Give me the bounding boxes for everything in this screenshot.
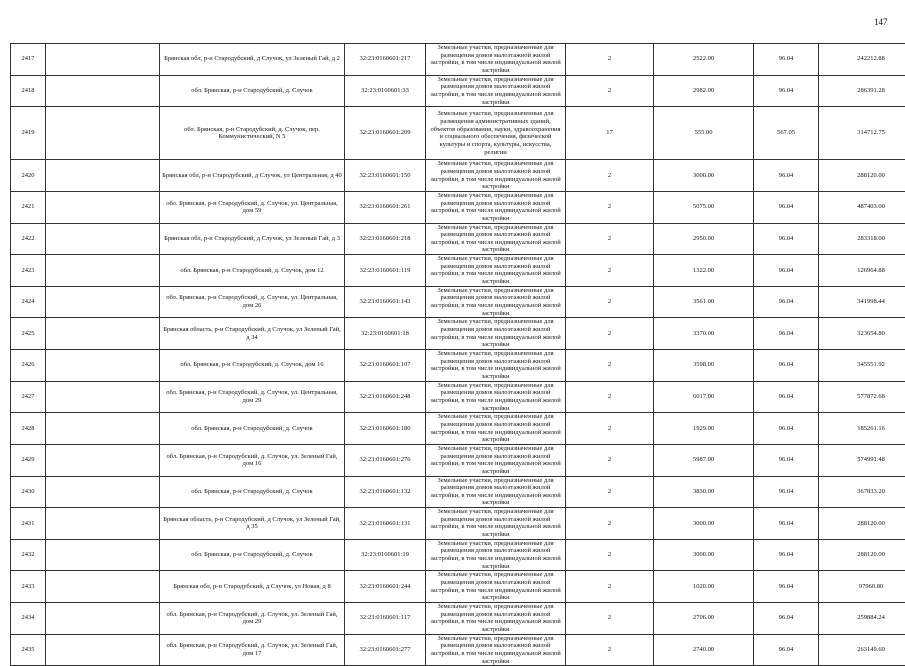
table-row (11, 318, 905, 350)
address-cell: Брянская обл, р-н Стародубский, д Случок, ул Центральная, д 40 (160, 160, 345, 192)
table-row (11, 571, 905, 603)
land-use-cell: Земельные участки, предназначенные для размещения домов малоэтажной жилой застройки, в том числе индивидуальной жилой застройки (426, 444, 566, 476)
empty-cell (46, 539, 160, 571)
address-cell: Брянская обл, р-н Стародубский, д Случок, ул Зеленый Гай, д 3 (160, 223, 345, 255)
table-row (11, 107, 905, 160)
cadastral-value-cell: 574991.48 (819, 444, 905, 476)
cadastral-value-cell: 286391.28 (819, 75, 905, 107)
empty-cell (46, 107, 160, 160)
row-number: 2429 (11, 444, 46, 476)
land-use-cell: Земельные участки, предназначенные для размещения домов малоэтажной жилой застройки, в том числе индивидуальной жилой застройки (426, 191, 566, 223)
table-row (11, 603, 905, 635)
unit-value-cell: 96.04 (754, 413, 819, 445)
land-use-cell: Земельные участки, предназначенные для размещения домов малоэтажной жилой застройки, в том числе индивидуальной жилой застройки (426, 255, 566, 287)
area-cell: 1322.00 (654, 255, 754, 287)
land-use-cell: Земельные участки, предназначенные для размещения домов малоэтажной жилой застройки, в том числе индивидуальной жилой застройки (426, 634, 566, 666)
cadastral-value-cell: 367833.20 (819, 476, 905, 508)
table-row (11, 44, 905, 76)
row-number: 2435 (11, 634, 46, 666)
area-cell: 2522.00 (654, 44, 754, 76)
cadastral-value-cell: 263149.60 (819, 634, 905, 666)
land-use-cell: Земельные участки, предназначенные для размещения домов малоэтажной жилой застройки, в том числе индивидуальной жилой застройки (426, 539, 566, 571)
cadastral-number-cell: 32:23:0160601:107 (345, 350, 426, 382)
cadastral-value-cell: 314712.75 (819, 107, 905, 160)
empty-cell (46, 444, 160, 476)
cadastral-number-cell: 32:23:0160601:209 (345, 107, 426, 160)
address-cell: обл. Брянская, р-н Стародубский, д. Случок, ул. Центральная, дом 59 (160, 191, 345, 223)
cadastral-number-cell: 32:23:0160601:277 (345, 634, 426, 666)
group-code-cell: 2 (566, 476, 654, 508)
land-plots-table (10, 43, 905, 666)
cadastral-value-cell: 185261.16 (819, 413, 905, 445)
cadastral-number-cell: 32:23:0160601:276 (345, 444, 426, 476)
group-code-cell: 2 (566, 318, 654, 350)
table-row (11, 75, 905, 107)
empty-cell (46, 603, 160, 635)
cadastral-number-cell: 32:23:0160601:150 (345, 160, 426, 192)
area-cell: 3830.00 (654, 476, 754, 508)
land-use-cell: Земельные участки, предназначенные для размещения домов малоэтажной жилой застройки, в том числе индивидуальной жилой застройки (426, 160, 566, 192)
row-number: 2428 (11, 413, 46, 445)
unit-value-cell: 96.04 (754, 44, 819, 76)
cadastral-value-cell: 126964.88 (819, 255, 905, 287)
address-cell: обл. Брянская, р-н Стародубский, д. Случок (160, 75, 345, 107)
unit-value-cell: 96.04 (754, 603, 819, 635)
group-code-cell: 2 (566, 508, 654, 540)
land-use-cell: Земельные участки, предназначенные для размещения домов малоэтажной жилой застройки, в том числе индивидуальной жилой застройки (426, 571, 566, 603)
cadastral-value-cell: 577872.68 (819, 381, 905, 413)
area-cell: 1929.00 (654, 413, 754, 445)
empty-cell (46, 381, 160, 413)
cadastral-number-cell: 32:23:0160601:248 (345, 381, 426, 413)
table-row (11, 539, 905, 571)
unit-value-cell: 96.04 (754, 476, 819, 508)
unit-value-cell: 96.04 (754, 255, 819, 287)
row-number: 2425 (11, 318, 46, 350)
row-number: 2433 (11, 571, 46, 603)
area-cell: 2982.00 (654, 75, 754, 107)
cadastral-value-cell: 341998.44 (819, 286, 905, 318)
row-number: 2419 (11, 107, 46, 160)
cadastral-number-cell: 32:23:0160601:119 (345, 255, 426, 287)
row-number: 2426 (11, 350, 46, 382)
row-number: 2418 (11, 75, 46, 107)
group-code-cell: 2 (566, 634, 654, 666)
group-code-cell: 2 (566, 44, 654, 76)
empty-cell (46, 286, 160, 318)
empty-cell (46, 350, 160, 382)
cadastral-number-cell: 32:23:0160601:261 (345, 191, 426, 223)
land-use-cell: Земельные участки, предназначенные для размещения домов малоэтажной жилой застройки, в том числе индивидуальной жилой застройки (426, 350, 566, 382)
unit-value-cell: 96.04 (754, 571, 819, 603)
empty-cell (46, 44, 160, 76)
table-row (11, 476, 905, 508)
land-use-cell: Земельные участки, предназначенные для размещения домов малоэтажной жилой застройки, в том числе индивидуальной жилой застройки (426, 223, 566, 255)
unit-value-cell: 96.04 (754, 286, 819, 318)
area-cell: 5987.00 (654, 444, 754, 476)
cadastral-number-cell: 32:23:0160601:33 (345, 75, 426, 107)
row-number: 2427 (11, 381, 46, 413)
address-cell: обл. Брянская, р-н Стародубский, д. Случок, ул. Центральная, дом 26 (160, 286, 345, 318)
unit-value-cell: 567.05 (754, 107, 819, 160)
group-code-cell: 2 (566, 223, 654, 255)
land-use-cell: Земельные участки, предназначенные для размещения домов малоэтажной жилой застройки, в том числе индивидуальной жилой застройки (426, 318, 566, 350)
page-number: 147 (874, 17, 888, 27)
table-row (11, 381, 905, 413)
address-cell: обл. Брянская, р-н Стародубский, д. Случок (160, 539, 345, 571)
table-row (11, 508, 905, 540)
area-cell: 6017.00 (654, 381, 754, 413)
unit-value-cell: 96.04 (754, 223, 819, 255)
group-code-cell: 2 (566, 381, 654, 413)
table-row (11, 286, 905, 318)
address-cell: обл. Брянская, р-н Стародубский, д. Случок, ул. Зеленый Гай, дом 16 (160, 444, 345, 476)
table-row (11, 444, 905, 476)
area-cell: 2740.00 (654, 634, 754, 666)
empty-cell (46, 508, 160, 540)
table-body (11, 44, 905, 666)
group-code-cell: 2 (566, 286, 654, 318)
cadastral-number-cell: 32:23:0160601:18 (345, 318, 426, 350)
table-row (11, 160, 905, 192)
cadastral-value-cell: 242212.88 (819, 44, 905, 76)
group-code-cell: 2 (566, 350, 654, 382)
group-code-cell: 2 (566, 75, 654, 107)
group-code-cell: 2 (566, 444, 654, 476)
table-row (11, 223, 905, 255)
table-row (11, 255, 905, 287)
cadastral-number-cell: 32:23:0160601:244 (345, 571, 426, 603)
unit-value-cell: 96.04 (754, 634, 819, 666)
cadastral-value-cell: 288120.00 (819, 160, 905, 192)
address-cell: обл. Брянская, р-н Стародубский, д. Случок (160, 476, 345, 508)
unit-value-cell: 96.04 (754, 350, 819, 382)
address-cell: Брянская обл, р-н Стародубский, д Случок, ул Новая, д 8 (160, 571, 345, 603)
address-cell: обл. Брянская, р-н Стародубский, д. Случок, пер. Коммунистический, N 5 (160, 107, 345, 160)
unit-value-cell: 96.04 (754, 539, 819, 571)
row-number: 2417 (11, 44, 46, 76)
cadastral-number-cell: 32:23:0160601:218 (345, 223, 426, 255)
unit-value-cell: 96.04 (754, 318, 819, 350)
unit-value-cell: 96.04 (754, 444, 819, 476)
row-number: 2424 (11, 286, 46, 318)
area-cell: 5075.00 (654, 191, 754, 223)
address-cell: Брянская область, р-н Стародубский, д Случок, ул Зеленый Гай, д 34 (160, 318, 345, 350)
address-cell: обл. Брянская, р-н Стародубский, д. Случок, ул. Центральная, дом 29 (160, 381, 345, 413)
group-code-cell: 2 (566, 191, 654, 223)
empty-cell (46, 318, 160, 350)
unit-value-cell: 96.04 (754, 191, 819, 223)
group-code-cell: 17 (566, 107, 654, 160)
land-use-cell: Земельные участки, предназначенные для размещения домов малоэтажной жилой застройки, в том числе индивидуальной жилой застройки (426, 508, 566, 540)
cadastral-number-cell: 32:23:0160601:117 (345, 603, 426, 635)
area-cell: 555.00 (654, 107, 754, 160)
area-cell: 3370.00 (654, 318, 754, 350)
row-number: 2430 (11, 476, 46, 508)
table-row (11, 413, 905, 445)
unit-value-cell: 96.04 (754, 381, 819, 413)
row-number: 2422 (11, 223, 46, 255)
address-cell: обл. Брянская, р-н Стародубский, д. Случок, ул. Зеленый Гай, дом 29 (160, 603, 345, 635)
cadastral-value-cell: 345551.92 (819, 350, 905, 382)
address-cell: обл. Брянская, р-н Стародубский, д. Случок, ул. Зеленый Гай, дом 17 (160, 634, 345, 666)
area-cell: 3000.00 (654, 539, 754, 571)
row-number: 2423 (11, 255, 46, 287)
empty-cell (46, 191, 160, 223)
cadastral-number-cell: 32:23:0160601:180 (345, 413, 426, 445)
group-code-cell: 2 (566, 160, 654, 192)
table-row (11, 634, 905, 666)
cadastral-value-cell: 97960.80 (819, 571, 905, 603)
area-cell: 1020.00 (654, 571, 754, 603)
land-use-cell: Земельные участки, предназначенные для размещения административных зданий, объектов образования, науки, здравоохранения и социального обеспечения, физической культуры и спорта, культуры, искусства, религии (426, 107, 566, 160)
table-row (11, 350, 905, 382)
address-cell: Брянская область, р-н Стародубский, д Случок, ул Зеленый Гай, д 35 (160, 508, 345, 540)
row-number: 2432 (11, 539, 46, 571)
address-cell: обл. Брянская, р-н Стародубский, д. Случок (160, 413, 345, 445)
land-use-cell: Земельные участки, предназначенные для размещения домов малоэтажной жилой застройки, в том числе индивидуальной жилой застройки (426, 44, 566, 76)
empty-cell (46, 255, 160, 287)
empty-cell (46, 160, 160, 192)
empty-cell (46, 75, 160, 107)
area-cell: 3561.00 (654, 286, 754, 318)
cadastral-value-cell: 259884.24 (819, 603, 905, 635)
land-use-cell: Земельные участки, предназначенные для размещения домов малоэтажной жилой застройки, в том числе индивидуальной жилой застройки (426, 603, 566, 635)
cadastral-number-cell: 32:23:0160601:143 (345, 286, 426, 318)
land-use-cell: Земельные участки, предназначенные для размещения домов малоэтажной жилой застройки, в том числе индивидуальной жилой застройки (426, 75, 566, 107)
cadastral-number-cell: 32:23:0160601:19 (345, 539, 426, 571)
address-cell: обл. Брянская, р-н Стародубский, д. Случок, дом 12 (160, 255, 345, 287)
cadastral-number-cell: 32:23:0160601:132 (345, 476, 426, 508)
cadastral-value-cell: 283318.00 (819, 223, 905, 255)
area-cell: 2950.00 (654, 223, 754, 255)
empty-cell (46, 634, 160, 666)
table-row (11, 191, 905, 223)
unit-value-cell: 96.04 (754, 75, 819, 107)
land-use-cell: Земельные участки, предназначенные для размещения домов малоэтажной жилой застройки, в том числе индивидуальной жилой застройки (426, 286, 566, 318)
empty-cell (46, 571, 160, 603)
empty-cell (46, 413, 160, 445)
area-cell: 2706.00 (654, 603, 754, 635)
group-code-cell: 2 (566, 413, 654, 445)
cadastral-value-cell: 323654.80 (819, 318, 905, 350)
cadastral-value-cell: 487403.00 (819, 191, 905, 223)
land-use-cell: Земельные участки, предназначенные для размещения домов малоэтажной жилой застройки, в том числе индивидуальной жилой застройки (426, 381, 566, 413)
empty-cell (46, 476, 160, 508)
address-cell: обл. Брянская, р-н Стародубский, д. Случок, дом 16 (160, 350, 345, 382)
area-cell: 3598.00 (654, 350, 754, 382)
group-code-cell: 2 (566, 539, 654, 571)
group-code-cell: 2 (566, 571, 654, 603)
empty-cell (46, 223, 160, 255)
land-use-cell: Земельные участки, предназначенные для размещения домов малоэтажной жилой застройки, в том числе индивидуальной жилой застройки (426, 413, 566, 445)
area-cell: 3000.00 (654, 160, 754, 192)
cadastral-value-cell: 288120.00 (819, 539, 905, 571)
row-number: 2434 (11, 603, 46, 635)
cadastral-number-cell: 32:23:0160601:217 (345, 44, 426, 76)
cadastral-number-cell: 32:23:0160601:131 (345, 508, 426, 540)
row-number: 2421 (11, 191, 46, 223)
unit-value-cell: 96.04 (754, 508, 819, 540)
area-cell: 3000.00 (654, 508, 754, 540)
land-use-cell: Земельные участки, предназначенные для размещения домов малоэтажной жилой застройки, в том числе индивидуальной жилой застройки (426, 476, 566, 508)
unit-value-cell: 96.04 (754, 160, 819, 192)
address-cell: Брянская обл, р-н Стародубский, д Случок, ул Зеленый Гай, д 2 (160, 44, 345, 76)
cadastral-value-cell: 288120.00 (819, 508, 905, 540)
row-number: 2420 (11, 160, 46, 192)
row-number: 2431 (11, 508, 46, 540)
group-code-cell: 2 (566, 603, 654, 635)
group-code-cell: 2 (566, 255, 654, 287)
